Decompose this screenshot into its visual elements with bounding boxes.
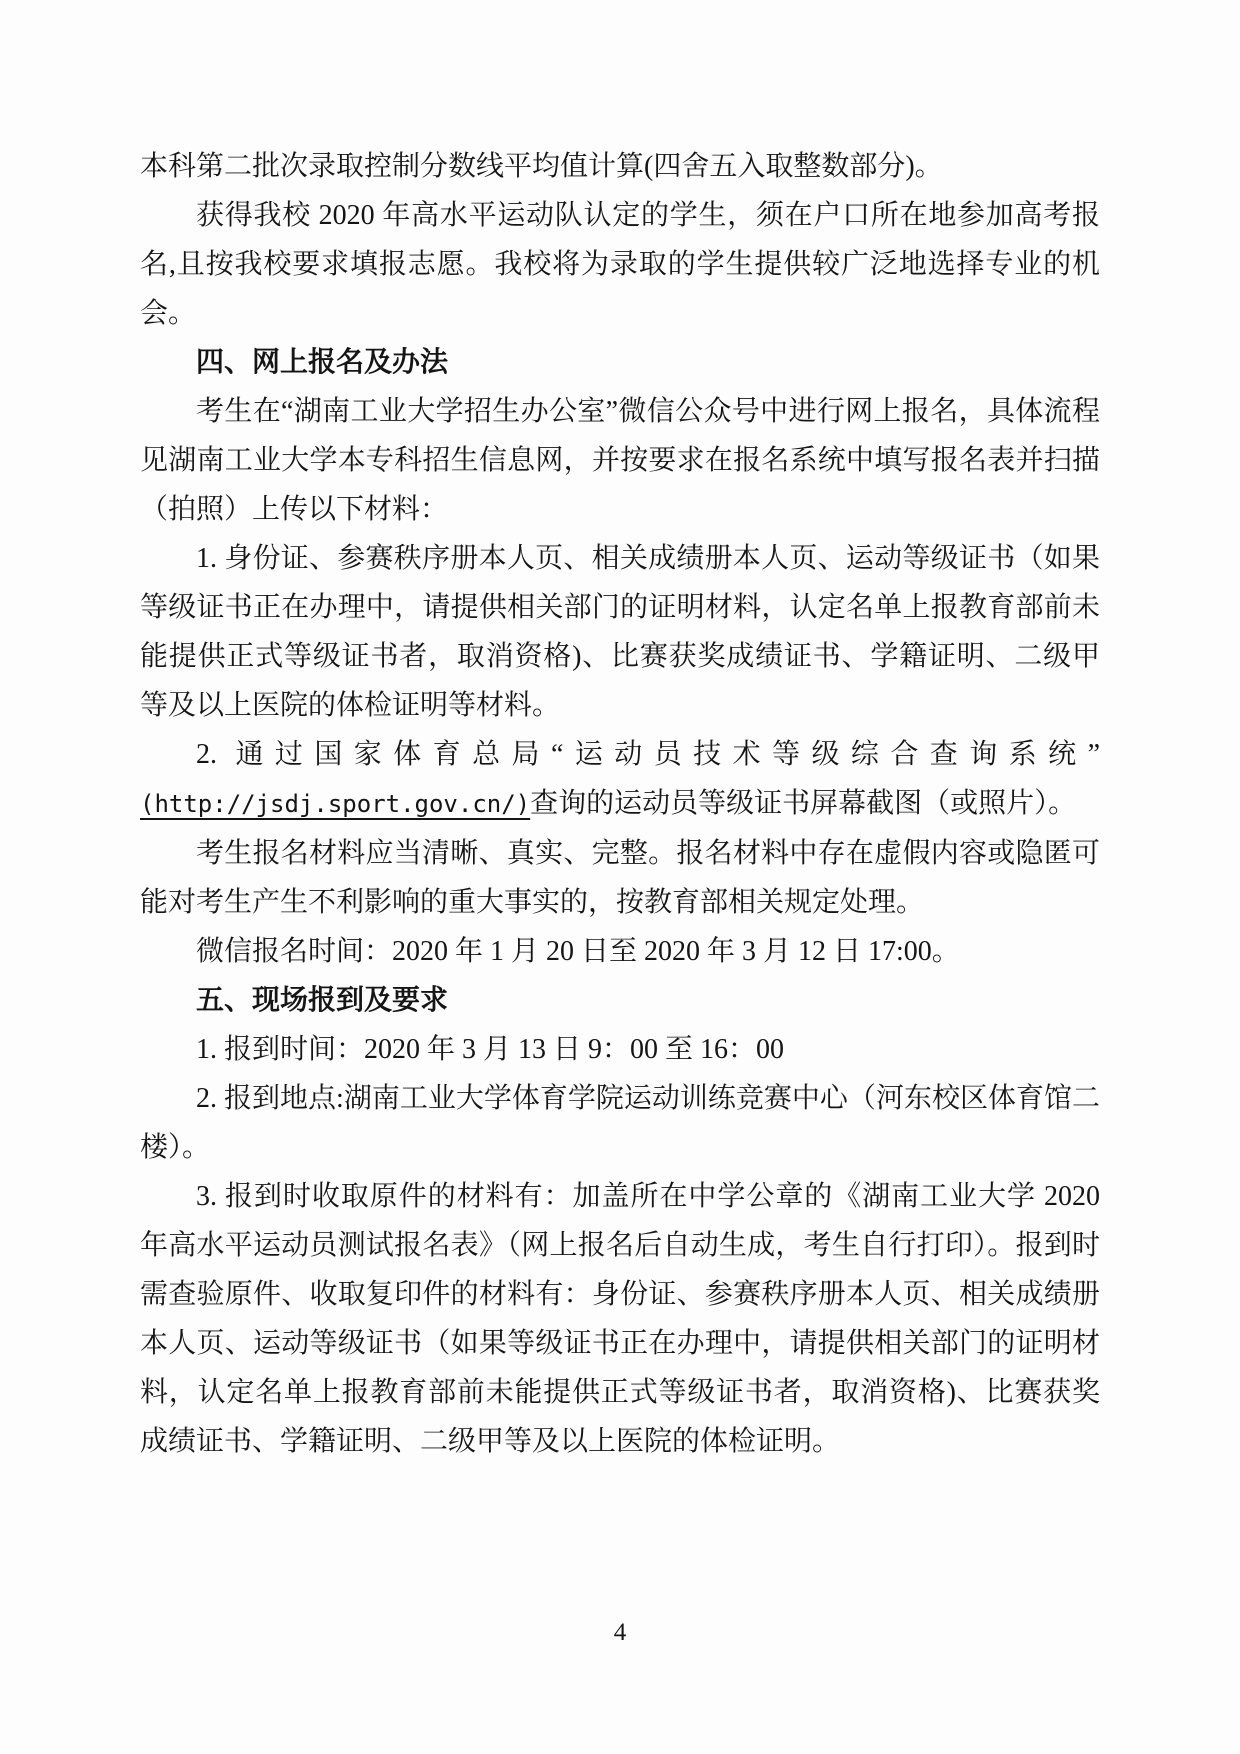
query-system-url-link[interactable]: (http://jsdj.sport.gov.cn/): [140, 790, 531, 818]
page-number: 4: [613, 1619, 627, 1646]
paragraph-material-authenticity: 考生报名材料应当清晰、真实、完整。报名材料中存在虚假内容或隐匿可能对考生产生不利影响的重大事实的，按教育部相关规定处理。: [140, 838, 1100, 918]
paragraph-item1-upload-materials: 1. 身份证、参赛秩序册本人页、相关成绩册本人页、运动等级证书（如果等级证书正在办理中，请提供相关部门的证明材料，认定名单上报教育部前未能提供正式等级证书者，取消资格)、比赛获奖成绩证书、学籍证明、二级甲等及以上医院的体检证明等材料。: [140, 543, 1100, 721]
paragraph-checkin-location: 2. 报到地点:湖南工业大学体育学院运动训练竞赛中心（河东校区体育馆二楼）。: [140, 1083, 1100, 1163]
paragraph-score-line-calculation: 本科第二批次录取控制分数线平均值计算(四舍五入取整数部分)。: [140, 151, 943, 182]
paragraph-checkin-materials: 3. 报到时收取原件的材料有：加盖所在中学公章的《湖南工业大学 2020 年高水平运动员测试报名表》（网上报名后自动生成，考生自行打印）。报到时需查验原件、收取复印件的材料有：身份证、参赛秩序册本人页、相关成绩册本人页、运动等级证书（如果等级证书正在办理中，请提供相关部门的证明材料，认定名单上报教育部前未能提供正式等级证书者，取消资格)、比赛获奖成绩证书、学籍证明、二级甲等及以上医院的体检证明。: [140, 1181, 1100, 1457]
paragraph-item2-query-system-line2: [140, 779, 1100, 829]
paragraph-checkin-time: 1. 报到时间：2020 年 3 月 13 日 9：00 至 16：00: [196, 1034, 785, 1065]
section-heading-online-registration: 四、网上报名及办法: [196, 347, 449, 378]
paragraph-admitted-students-requirement: 获得我校 2020 年高水平运动队认定的学生，须在户口所在地参加高考报名,且按我校要求填报志愿。我校将为录取的学生提供较广泛地选择专业的机会。: [140, 200, 1100, 329]
paragraph-registration-procedure: 考生在“湖南工业大学招生办公室”微信公众号中进行网上报名，具体流程见湖南工业大学本专科招生信息网，并按要求在报名系统中填写报名表并扫描（拍照）上传以下材料：: [140, 396, 1100, 525]
section-heading-onsite-checkin: 五、现场报到及要求: [196, 985, 449, 1016]
query-system-url-suffix: 查询的运动员等级证书屏幕截图（或照片）。: [530, 788, 1077, 819]
paragraph-item2-query-system-line1: 2. 通过国家体育总局“运动员技术等级综合查询系统”: [196, 739, 1100, 770]
paragraph-wechat-registration-time: 微信报名时间：2020 年 1 月 20 日至 2020 年 3 月 12 日 17:00。: [196, 936, 960, 967]
